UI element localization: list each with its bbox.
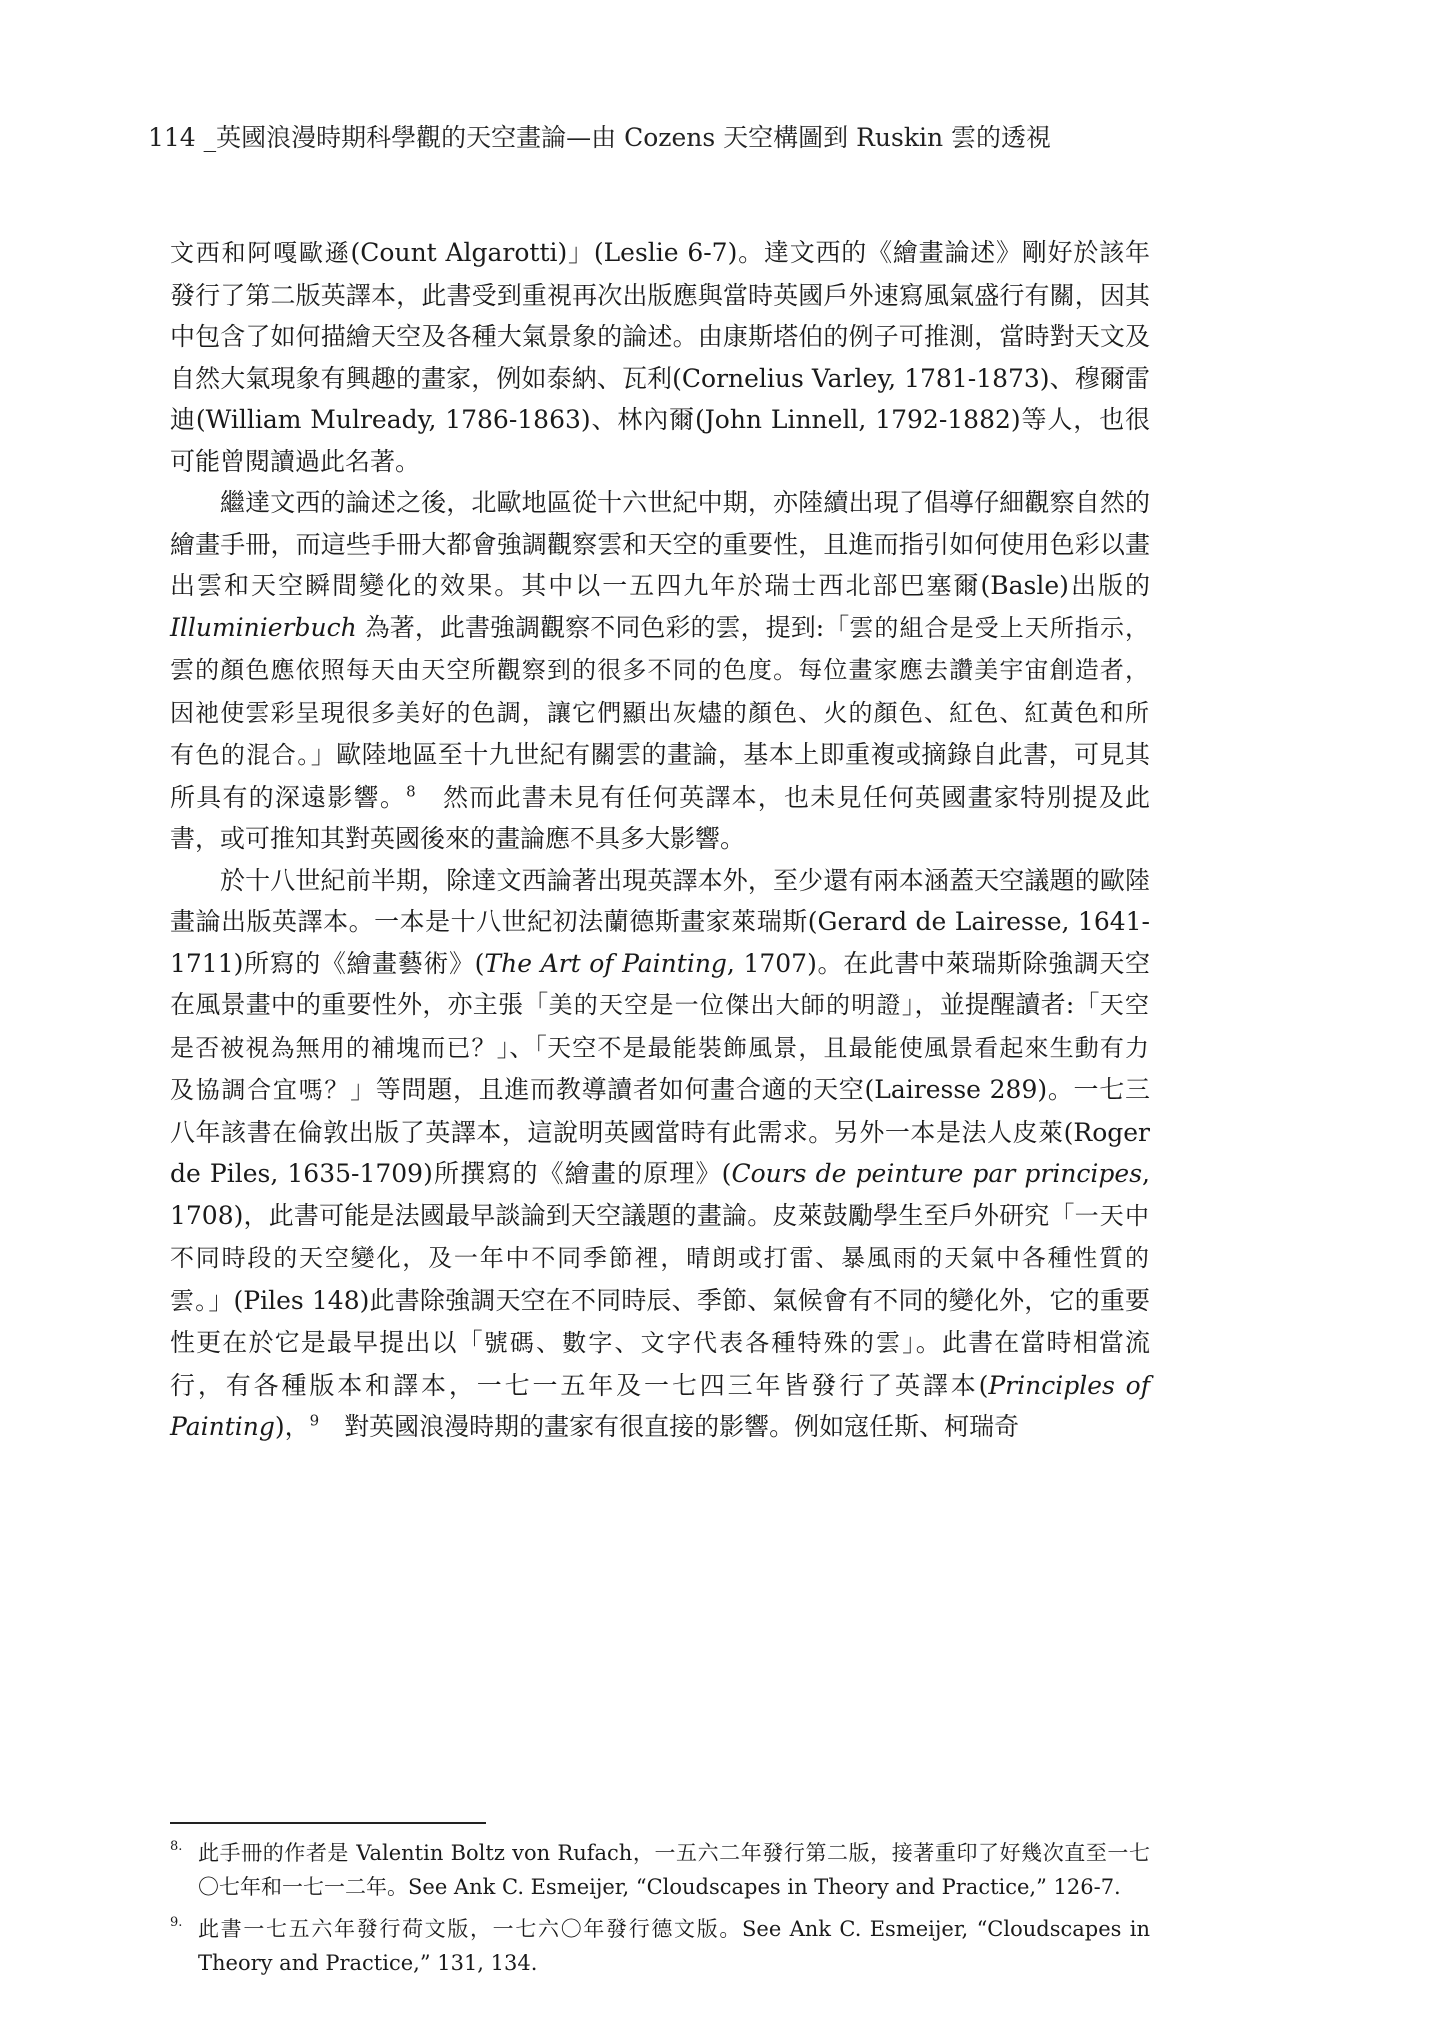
quotation-text: 一天中不同時段的天空變化，及一年中不同季節裡，晴朗或打雷、暴風雨的天氣中各種性質的雲。	[170, 1201, 1150, 1315]
paragraph-text: 」歐陸地區至十九世紀有關雲的畫論，基本上即重複或摘錄自此書，可見其所具有的深遠影響。	[170, 740, 1150, 812]
footnote-ref: 8	[406, 782, 416, 801]
paragraph-2	[170, 482, 1150, 860]
paragraph-text: 」(Piles 148)此書除強調天空在不同時辰、季節、氣候會有不同的變化外，它的重要性更在於它是最早提出以「	[170, 1285, 1150, 1357]
paragraph-1	[170, 232, 1150, 482]
footnote-mark: 8.	[170, 1839, 183, 1854]
quotation-text: 號碼、數字、文字代表各種特殊的雲	[483, 1329, 903, 1357]
paragraph-text: 」等問題，且進而教導讀者如何畫合適的天空(Lairesse 289)。一七三八年該書在倫敦出版了英譯本，這說明英國當時有此需求。另外一本是法人皮萊(Roger de Piles, 1635-1709)所撰寫的《繪畫的原理》(	[170, 1075, 1151, 1188]
footnote-text: 此書一七五六年發行荷文版，一七六〇年發行德文版。See Ank C. Esmeijer, “Cloudscapes in Theory and Practice,” 131, 134.	[198, 1917, 1150, 1975]
italic-title: Cours de peinture par principes	[731, 1159, 1143, 1188]
footnote-9	[170, 1912, 1150, 1980]
paragraph-text: , 1707)。在此書中萊瑞斯除強調天空在風景畫中的重要性外，亦主張「	[170, 948, 1150, 1019]
body-text	[170, 232, 1150, 1448]
quotation-text: 雲的組合是受上天所指示，雲的顏色應依照每天由天空所觀察到的很多不同的色度。每位畫家應去讚美宇宙創造者，因祂使雲彩呈現很多美好的色調，讓它們顯出灰燼的顏色、火的顏色、紅色、紅黃色和所有色的混合。	[170, 613, 1150, 769]
paragraph-text: 然而此書未見有任何英譯本，也未見任何英國畫家特別提及此書，或可推知其對英國後來的畫論應不具多大影響。	[170, 782, 1150, 853]
quotation-text: 美的天空是一位傑出大師的明證	[548, 991, 902, 1019]
italic-title: The Art of Painting	[484, 948, 727, 978]
italic-title: Illuminierbuch	[170, 612, 357, 642]
paragraph-3	[170, 860, 1150, 1448]
footnote-8	[170, 1836, 1150, 1904]
paragraph-text: 」，並提醒讀者:「	[901, 990, 1100, 1019]
running-head: 114 _英國浪漫時期科學觀的天空畫論—由 Cozens 天空構圖到 Ruskin 雲的透視	[148, 123, 1052, 152]
footnote-text: 此手冊的作者是 Valentin Boltz von Rufach，一五六二年發行第二版，接著重印了好幾次直至一七〇七年和一七一二年。See Ank C. Esmeijer, “Cloudscapes in Theory and Practice,” 126-7.	[198, 1841, 1150, 1899]
paragraph-text: 」。此書在當時相當流行，有各種版本和譯本，一七一五年及一七四三年皆發行了英譯本(	[170, 1328, 1150, 1400]
paragraph-text: )，	[274, 1412, 310, 1441]
footnote-mark: 9.	[170, 1915, 183, 1930]
footnote-divider	[170, 1822, 486, 1824]
footnote-ref: 9	[309, 1411, 320, 1430]
quotation-text: 天空是否被視為無用的補塊而已？	[170, 991, 1150, 1062]
quotation-text: 天空不是最能裝飾風景，且最能使風景看起來生動有力及協調合宜嗎？	[170, 1033, 1151, 1104]
paragraph-text: 繼達文西的論述之後，北歐地區從十六世紀中期，亦陸續出現了倡導仔細觀察自然的繪畫手冊，而這些手冊大都會強調觀察雲和天空的重要性，且進而指引如何使用色彩以畫出雲和天空瞬間變化的效果。其中以一五四九年於瑞士西北部巴塞爾(Basle)出版的	[170, 488, 1150, 600]
italic-title: Principles of Painting	[170, 1370, 1150, 1441]
quotation-text: 文西和阿嘎歐遜	[170, 239, 351, 267]
paragraph-text: 於十八世紀前半期，除達文西論著出現英譯本外，至少還有兩本涵蓋天空議題的歐陸畫論出版英譯本。一本是十八世紀初法蘭德斯畫家萊瑞斯(Gerard de Lairesse, 1641-1711)所寫的《繪畫藝術》(	[170, 865, 1150, 978]
paragraph-text: , 1708)，此書可能是法國最早談論到天空議題的畫論。皮萊鼓勵學生至戶外研究「	[170, 1159, 1150, 1230]
paragraph-text: 」、「	[496, 1032, 548, 1062]
paragraph-text: 為著，此書強調觀察不同色彩的雲，提到:「	[356, 612, 850, 642]
paragraph-text: (Count Algarotti)」(Leslie 6-7)。達文西的《繪畫論述》剛好於該年發行了第二版英譯本，此書受到重視再次出版應與當時英國戶外速寫風氣盛行有關，因其中包含了如何描繪天空及各種大氣景象的論述。由康斯塔伯的例子可推測，當時對天文及自然大氣現象有興趣的畫家，例如泰納、瓦利(Cornelius Varley, 1781-1873)、穆爾雷迪(William Mulready, 1786-1863)、林內爾(John Linnell, 1792-1882)等人，也很可能曾閱讀過此名著。	[170, 238, 1150, 476]
paragraph-text: 對英國浪漫時期的畫家有很直接的影響。例如寇任斯、柯瑞奇	[319, 1412, 1020, 1441]
footnotes	[170, 1836, 1150, 1988]
